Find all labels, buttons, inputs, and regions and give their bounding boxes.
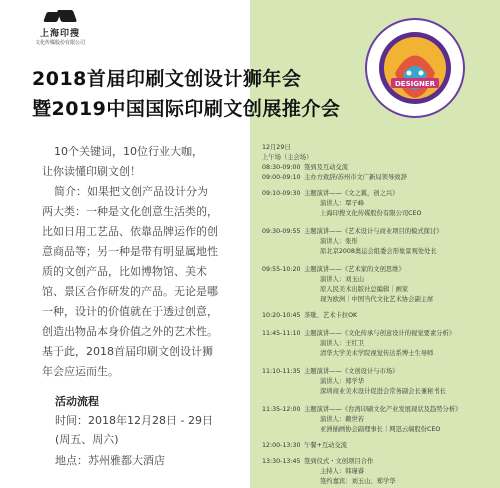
- schedule-speaker-title: 上海印搜文化传媒股份有限公司CEO: [320, 210, 422, 217]
- schedule-speaker: 演讲人：张彤: [320, 238, 358, 245]
- schedule-speaker-title: 现为欧洲｜中国当代文化艺术协会副主席: [320, 296, 434, 303]
- schedule-speaker-title: 亚洲插画协会副理事长｜网迅云端股份CEO: [320, 426, 441, 433]
- schedule-row: 11:35-12:00 主题演讲——《台湾印刷文化产业发展现状及趋势分析》: [262, 406, 462, 413]
- schedule-speaker-title: 原北京2008奥运会组委会形象景观处处长: [320, 248, 437, 255]
- schedule-row: 10:20-10:45 茶歇、艺术卡拉OK: [262, 312, 358, 319]
- intro-text: [42, 142, 227, 382]
- intro-line: 两大类：一种是文化创意生活类的，: [42, 205, 218, 218]
- flow-time: 时间：2018年12月28日 - 29日: [55, 414, 213, 427]
- flow-title: 活动流程: [55, 395, 99, 408]
- logo-subtitle: 文化传媒股份有限公司: [34, 40, 85, 46]
- intro-line: 意商品等；另一种是带有明显属地性: [42, 245, 218, 258]
- schedule-speaker: 演讲人：赖世若: [320, 416, 365, 423]
- intro-line: 简介：如果把文创产品设计分为: [54, 185, 208, 198]
- flow-days: (周五、周六): [55, 433, 119, 446]
- schedule-row: 13:30-13:45 签到仪式・文创项目合作: [262, 458, 374, 465]
- schedule-row: 09:30-09:55 主题演讲——《艺术设计与商业项目的模式探讨》: [262, 228, 443, 235]
- schedule-row: 08:30-09:00 签到及互动交流: [262, 164, 349, 171]
- main-title: 2018首届印刷文创设计狮年会: [32, 68, 302, 90]
- schedule-speaker-title: 清华大学美术学院视觉传达系博士生导师: [320, 350, 434, 357]
- intro-line: 比如日用工艺品、依靠品牌运作的创: [42, 225, 218, 238]
- schedule-speaker: 演讲人：王红卫: [320, 340, 365, 347]
- schedule-speaker: 演讲人：覃子峰: [320, 200, 365, 207]
- schedule-row: 09:55-10:20 主题演讲——《艺术家的文创思维》: [262, 266, 405, 273]
- logo-name: 上海印搜: [39, 29, 80, 39]
- intro-line: 基于此，2018首届印刷文创设计狮: [42, 345, 213, 358]
- schedule-row: 09:00-09:10 主办方致辞/苏州市文广新局领导致辞: [262, 174, 407, 181]
- intro-line: 馆、景区合作研发的产品。无论是哪: [42, 285, 218, 298]
- schedule-speaker-title: 深圳商业美术设计促进会常务副会长兼秘书长: [320, 388, 446, 395]
- company-logo: [30, 10, 90, 46]
- schedule-speaker-title: 原人民美术出版社总编辑｜画家: [320, 286, 409, 293]
- designer-badge-icon: [365, 18, 465, 118]
- intro-line: 质的文创产品，比如博物馆、美术: [42, 265, 207, 278]
- badge-center-text: DESIGNER: [394, 80, 436, 88]
- schedule-session: 上午场（主会场）: [262, 154, 313, 161]
- intro-line: 年会应运而生。: [42, 365, 119, 378]
- schedule-speaker: 主持人：韩瑾睿: [320, 468, 365, 475]
- logo-mark-icon: [43, 10, 77, 24]
- schedule-speaker: 演讲人：刘玉山: [320, 276, 365, 283]
- schedule-row: 09:10-09:30 主题演讲——《文之翼，创之兴》: [262, 190, 399, 197]
- intro-line: 创造出物品本身价值之外的艺术性。: [42, 325, 218, 338]
- intro-line: 一种，设计的价值就在于透过创意，: [42, 305, 218, 318]
- schedule-row: 12:00-13:30 午餐+互动交流: [262, 442, 348, 449]
- schedule-date: 12月29日: [262, 144, 291, 151]
- schedule-speaker-title: 签约嘉宾：刘玉山、郑学华: [320, 478, 396, 485]
- schedule-row: 11:10-11:35 主题演讲——《文创设计与市场》: [262, 368, 399, 375]
- schedule-row: 11:45-11:10 主题演讲——《文化传承与创意设计的视觉要素分析》: [262, 330, 456, 337]
- schedule-speaker: 演讲人：郑学华: [320, 378, 365, 385]
- flow-place: 地点：苏州雅都大酒店: [55, 454, 165, 467]
- intro-line: 10个关键词，10位行业大咖，: [54, 145, 203, 158]
- sub-title: 暨2019中国国际印刷文创展推介会: [32, 98, 341, 120]
- intro-line: 让你读懂印刷文创！: [42, 165, 141, 178]
